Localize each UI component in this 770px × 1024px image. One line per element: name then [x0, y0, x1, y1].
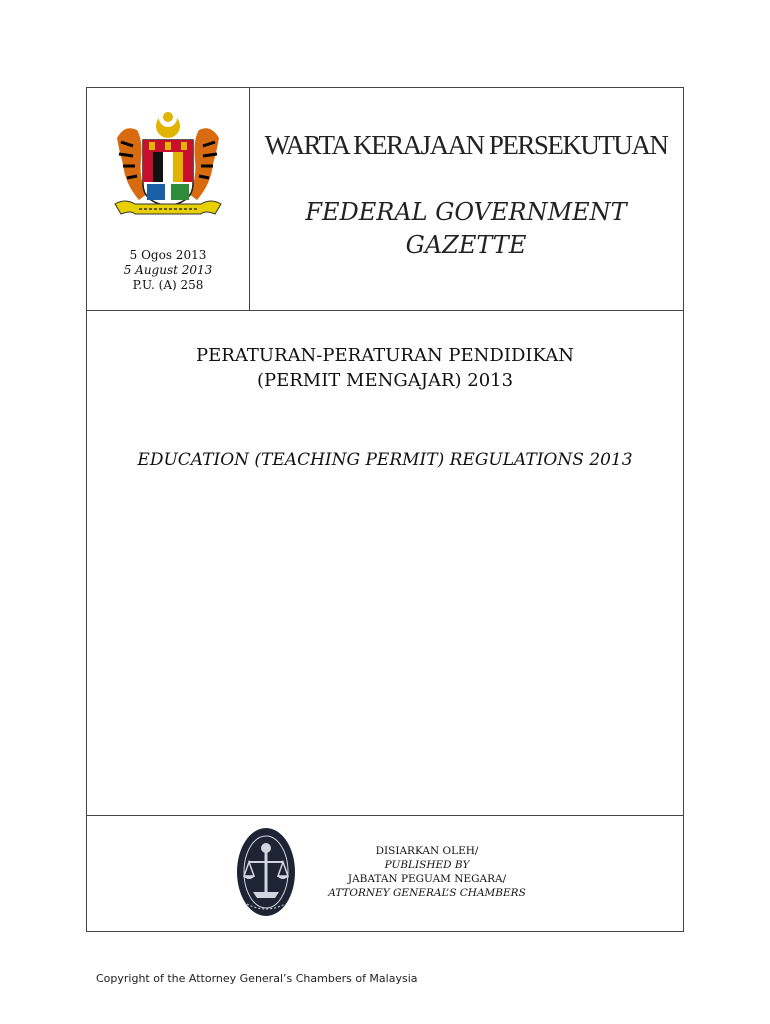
published-by-english: PUBLISHED BY: [384, 859, 470, 871]
gazette-title-english-line2: GAZETTE: [405, 231, 527, 259]
gazette-title-english-line1: FEDERAL GOVERNMENT: [305, 198, 627, 226]
header-left-panel: [87, 88, 250, 310]
published-by-malay: DISIARKAN OLEH/: [375, 845, 479, 857]
regulation-title-malay: [87, 343, 683, 393]
gazette-reference: P.U. (A) 258: [132, 278, 204, 292]
gazette-cover-frame: [86, 87, 684, 932]
publisher-footer: [87, 815, 683, 932]
malaysia-coat-of-arms-icon: [109, 108, 227, 226]
date-malay: 5 Ogos 2013: [129, 248, 207, 262]
gazette-date-block: [87, 248, 249, 293]
regulation-title-malay-line1: PERATURAN-PERATURAN PENDIDIKAN: [196, 345, 574, 366]
publisher-english: ATTORNEY GENERAL’S CHAMBERS: [328, 887, 526, 899]
date-english: 5 August 2013: [123, 263, 213, 277]
attorney-general-chambers-logo-icon: [235, 826, 297, 918]
copyright-notice: Copyright of the Attorney General’s Chambers of Malaysia: [96, 972, 418, 985]
regulation-title-malay-line2: (PERMIT MENGAJAR) 2013: [256, 370, 514, 391]
regulation-title-english: EDUCATION (TEACHING PERMIT) REGULATIONS 2013: [137, 450, 633, 470]
header-right-panel: [249, 88, 683, 310]
publisher-block: [297, 844, 557, 900]
gazette-title-malay: WARTA KERAJAAN PERSEKUTUAN: [264, 130, 668, 160]
gazette-title-english: [249, 196, 683, 262]
gazette-header: [87, 88, 683, 311]
publisher-malay: JABATAN PEGUAM NEGARA/: [347, 873, 507, 885]
